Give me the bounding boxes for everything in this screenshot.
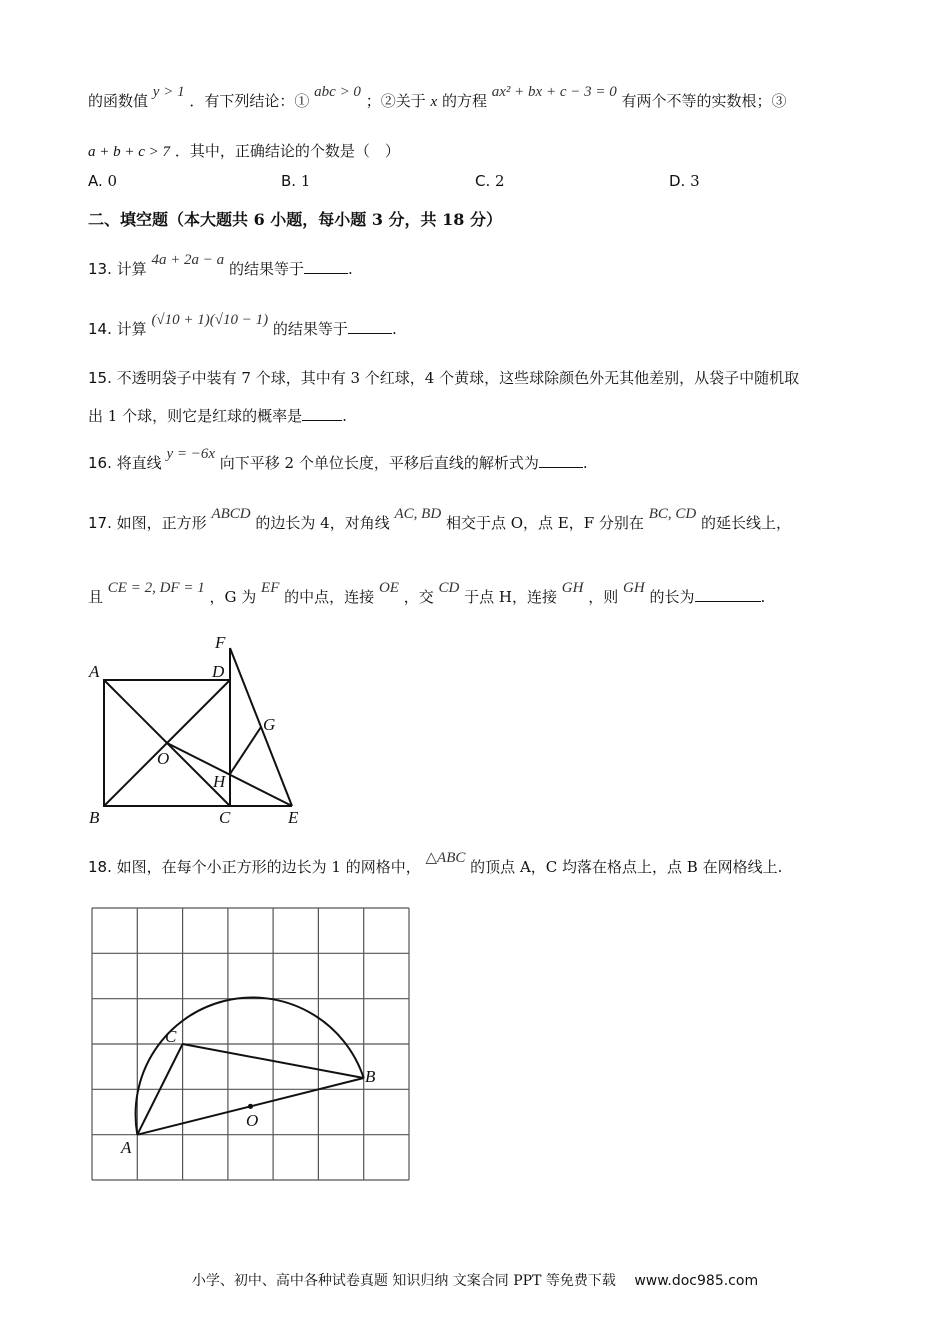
question-18 xyxy=(88,850,783,877)
text: 的结果等于 xyxy=(272,320,348,338)
label-a: A xyxy=(89,662,100,681)
text: 的方程 xyxy=(441,92,487,110)
math-abcd: ABCD xyxy=(211,506,251,522)
question-15-line1 xyxy=(88,367,799,388)
label-d: D xyxy=(212,662,225,681)
option-label: B. xyxy=(281,172,297,190)
question-14 xyxy=(88,312,397,339)
math-ac-bd: AC, BD xyxy=(394,506,442,522)
label-b: B xyxy=(365,1067,376,1086)
q12-continuation-line1 xyxy=(88,84,787,111)
option-b xyxy=(281,172,310,190)
footer-url[interactable]: www.doc985.com xyxy=(634,1273,759,1289)
question-17-line2 xyxy=(88,580,766,607)
option-d xyxy=(669,172,700,190)
question-number: 17. xyxy=(88,514,112,532)
math-y-gt-1: y > 1 xyxy=(152,84,185,100)
text: 的函数值 xyxy=(88,92,149,110)
text: ，则 xyxy=(588,588,619,606)
label-a: A xyxy=(121,1138,132,1157)
answer-blank xyxy=(304,259,348,274)
text: 的延长线上， xyxy=(700,514,791,532)
label-b: B xyxy=(89,808,100,827)
q12-continuation-line2 xyxy=(88,140,400,161)
question-number: 16. xyxy=(88,454,112,472)
text: ；②关于 xyxy=(365,92,426,110)
question-13 xyxy=(88,252,353,279)
math-bc-cd: BC, CD xyxy=(648,506,697,522)
page-footer xyxy=(0,1270,950,1290)
text: 计算 xyxy=(116,320,147,338)
option-label: A. xyxy=(88,172,103,190)
text: . xyxy=(582,454,588,472)
math-cd: CD xyxy=(438,580,460,596)
math-abc: abc > 0 xyxy=(314,84,361,100)
math-triangle-abc: △ABC xyxy=(425,850,466,866)
text: . xyxy=(760,588,766,606)
option-c xyxy=(475,172,505,190)
answer-blank xyxy=(539,453,583,468)
math-equation: ax² + bx + c − 3 = 0 xyxy=(491,84,617,100)
question-number: 15. xyxy=(88,369,112,387)
math-sum: a + b + c > 7 xyxy=(88,144,171,160)
q17-figure xyxy=(80,628,320,834)
option-value: 2 xyxy=(495,172,505,190)
math-x: x xyxy=(430,94,438,110)
label-f: F xyxy=(215,633,226,652)
text: ．有下列结论：① xyxy=(189,92,310,110)
label-g: G xyxy=(263,715,276,734)
footer-text: 小学、初中、高中各种试卷真题 知识归纳 文案合同 PPT 等免费下载 xyxy=(191,1273,616,1289)
text: 于点 H，连接 xyxy=(464,588,558,606)
text: 的顶点 A，C 均落在格点上，点 B 在网格线上. xyxy=(470,858,783,876)
math-oe: OE xyxy=(378,580,399,596)
label-o: O xyxy=(157,749,170,768)
label-c: C xyxy=(219,808,231,827)
text: 如图，在每个小正方形的边长为 1 的网格中， xyxy=(116,858,421,876)
text: 的长为 xyxy=(649,588,695,606)
question-number: 13. xyxy=(88,260,112,278)
math-ef: EF xyxy=(261,580,280,596)
answer-blank xyxy=(695,587,761,602)
option-value: 1 xyxy=(300,172,311,190)
q18-figure xyxy=(84,900,418,1190)
text: . xyxy=(342,407,347,425)
option-value: 3 xyxy=(690,172,700,190)
question-number: 18. xyxy=(88,858,112,876)
label-e: E xyxy=(288,808,299,827)
label-c: C xyxy=(165,1027,177,1046)
grid xyxy=(92,908,409,1180)
segment-gh xyxy=(230,727,261,774)
question-15-line2 xyxy=(88,405,347,426)
text: 不透明袋子中装有 7 个球，其中有 3 个红球，4 个黄球，这些球除颜色外无其他差别，从袋子中随机取 xyxy=(116,369,800,387)
math-expression: 4a + 2a − a xyxy=(151,252,225,268)
center-point-o xyxy=(248,1104,253,1109)
answer-blank xyxy=(348,319,392,334)
text: ，交 xyxy=(403,588,434,606)
text: 将直线 xyxy=(116,454,162,472)
math-expression: (√10 + 1)(√10 − 1) xyxy=(151,312,269,328)
text: . xyxy=(347,260,353,278)
text: 计算 xyxy=(116,260,147,278)
question-16 xyxy=(88,446,588,473)
text: 向下平移 2 个单位长度，平移后直线的解析式为 xyxy=(219,454,539,472)
option-label: C. xyxy=(475,172,491,190)
section-title: 二、填空题（本大题共 6 小题，每小题 3 分，共 18 分） xyxy=(88,210,502,229)
label-o: O xyxy=(246,1111,259,1130)
option-value: 0 xyxy=(107,172,118,190)
text: 且 xyxy=(88,588,104,606)
math-ce-df: CE = 2, DF = 1 xyxy=(107,580,205,596)
text: 的边长为 4，对角线 xyxy=(255,514,390,532)
question-17-line1 xyxy=(88,506,791,533)
text: 如图，正方形 xyxy=(116,514,207,532)
answer-blank xyxy=(302,406,342,421)
question-number: 14. xyxy=(88,320,112,338)
text: 的结果等于 xyxy=(228,260,304,278)
text: 相交于点 O，点 E，F 分别在 xyxy=(445,514,644,532)
text: 的中点，连接 xyxy=(284,588,375,606)
math-line-equation: y = −6x xyxy=(166,446,215,462)
text: ．其中，正确结论的个数是（ ） xyxy=(174,142,400,160)
label-h: H xyxy=(213,772,226,791)
text: 有两个不等的实数根；③ xyxy=(621,92,787,110)
text: . xyxy=(391,320,397,338)
option-label: D. xyxy=(669,172,686,190)
math-gh: GH xyxy=(623,580,645,596)
math-gh: GH xyxy=(561,580,584,596)
option-a xyxy=(88,172,117,190)
text: 出 1 个球，则它是红球的概率是 xyxy=(88,407,303,425)
text: ，G 为 xyxy=(209,588,257,606)
